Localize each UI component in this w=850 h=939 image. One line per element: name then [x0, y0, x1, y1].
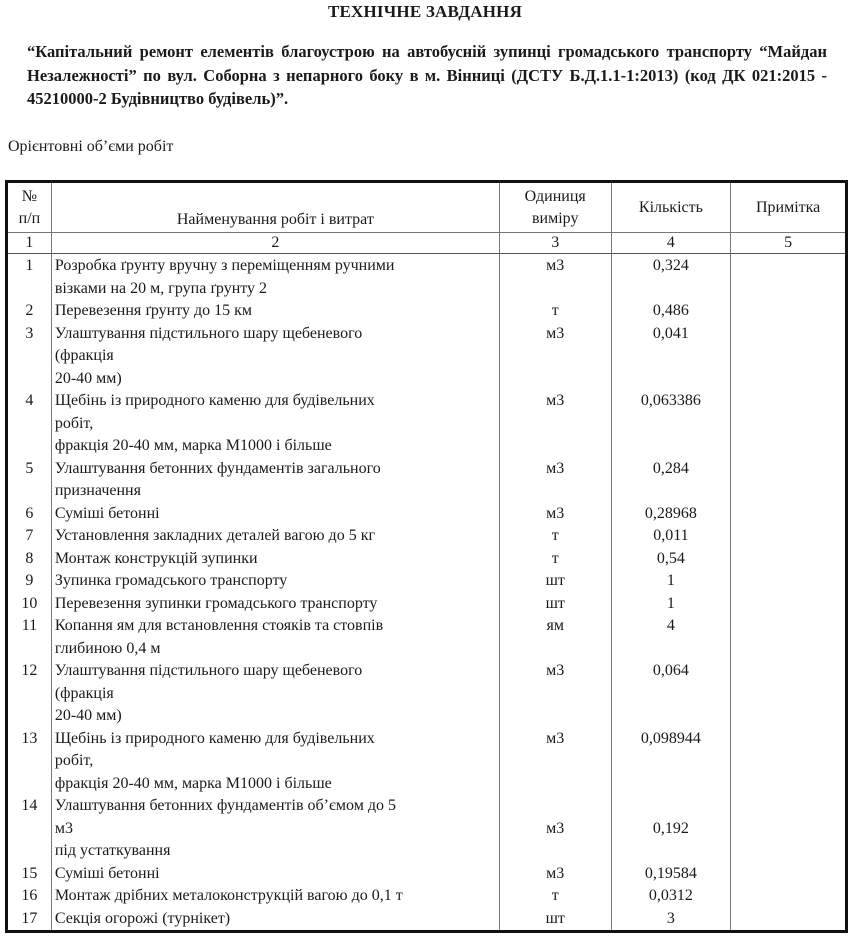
column-index: 1 [7, 233, 52, 254]
quantity: 4 [611, 615, 731, 660]
note [731, 390, 847, 458]
unit-of-measure: ям [499, 615, 611, 660]
work-name-line: Перевезення ґрунту до 15 км [54, 302, 253, 319]
row-number: 6 [7, 503, 52, 526]
work-name [51, 503, 499, 526]
work-name-line: Розробка ґрунту вручну з переміщенням ручними [54, 257, 395, 274]
table-row [7, 525, 847, 548]
work-name-line: Секція огорожі (турнікет) [54, 909, 231, 927]
quantity: 0,324 [611, 254, 731, 301]
table-row [7, 728, 847, 796]
unit-of-measure: м3 [499, 458, 611, 503]
table-row [7, 503, 847, 526]
work-name-line: Улаштування підстильного шару щебеневого [54, 324, 363, 342]
unit-of-measure: м3 [499, 863, 611, 886]
work-name [51, 323, 499, 391]
work-name [51, 548, 499, 571]
document-subject: “Капітальний ремонт елементів благоустрою на автобусній зупинці громадського транспорту “Майдан Незалежності” по вул. Соборна з непарного боку в м. Вінниці (ДСТУ Б.Д.1.1-1:2013) (код ДК 021:2015 - 45210000-2 Будівництво будівель)”. [27, 42, 827, 108]
row-number: 9 [7, 570, 52, 593]
work-name-line: Улаштування підстильного шару щебеневого [54, 662, 363, 679]
header-unit: Одиниця виміру [499, 182, 611, 233]
unit-of-measure: т [499, 548, 611, 571]
row-number: 2 [7, 300, 52, 323]
quantity: 0,0312 [611, 885, 731, 908]
work-name [51, 615, 499, 660]
note [731, 615, 847, 660]
row-number: 12 [7, 660, 52, 728]
table-row [7, 795, 847, 863]
work-name-line: робіт, [54, 414, 94, 432]
column-index: 5 [731, 233, 847, 254]
work-name-line: 20-40 мм) [54, 369, 122, 387]
quantity: 0,192 [611, 795, 731, 863]
note [731, 863, 847, 886]
table-row [7, 908, 847, 932]
note [731, 795, 847, 863]
work-name-line: Зупинка громадського транспорту [54, 572, 288, 589]
table-row [7, 593, 847, 616]
unit-of-measure: шт [499, 570, 611, 593]
unit-of-measure: т [499, 525, 611, 548]
table-row [7, 885, 847, 908]
note [731, 908, 847, 932]
note [731, 570, 847, 593]
unit-of-measure: м3 [499, 660, 611, 728]
work-name [51, 593, 499, 616]
quantity: 0,284 [611, 458, 731, 503]
work-name [51, 908, 499, 932]
work-name-line: Монтаж конструкцій зупинки [54, 549, 258, 567]
table-body [7, 254, 847, 932]
work-name-line: Монтаж дрібних металоконструкцій вагою до 0,1 т [54, 887, 403, 904]
quantity: 0,064 [611, 660, 731, 728]
row-number: 4 [7, 390, 52, 458]
work-name-line: фракція 20-40 мм, марка М1000 і більше [54, 774, 332, 792]
unit-of-measure: м3 [499, 795, 611, 863]
header-number: № п/п [7, 182, 52, 233]
work-name-line: візками на 20 м, група ґрунту 2 [54, 279, 268, 297]
row-number: 10 [7, 593, 52, 616]
work-name-line: під устаткування [54, 842, 171, 859]
row-number: 13 [7, 728, 52, 796]
work-name-line: фракція 20-40 мм, марка М1000 і більше [54, 437, 332, 454]
work-name-line: (фракція [54, 347, 114, 364]
work-name-line: Копання ям для встановлення стояків та стовпів [54, 617, 384, 634]
row-number: 7 [7, 525, 52, 548]
unit-of-measure: м3 [499, 254, 611, 301]
unit-of-measure: т [499, 300, 611, 323]
works-table [5, 180, 848, 933]
column-index: 4 [611, 233, 731, 254]
work-name-line: 20-40 мм) [54, 707, 122, 724]
table-row [7, 660, 847, 728]
work-name [51, 863, 499, 886]
quantity: 0,486 [611, 300, 731, 323]
row-number: 15 [7, 863, 52, 886]
table-row [7, 323, 847, 391]
work-name [51, 885, 499, 908]
table-row [7, 863, 847, 886]
table-row [7, 390, 847, 458]
quantity: 3 [611, 908, 731, 932]
column-index-row [7, 233, 847, 254]
unit-of-measure: м3 [499, 323, 611, 391]
quantity: 0,54 [611, 548, 731, 571]
work-name-line: Щебінь із природного каменю для будівельних [54, 392, 375, 409]
work-name [51, 660, 499, 728]
work-name [51, 728, 499, 796]
section-label: Орієнтовні об’єми робіт [8, 138, 174, 155]
quantity: 1 [611, 570, 731, 593]
row-number: 16 [7, 885, 52, 908]
quantity: 0,041 [611, 323, 731, 391]
work-name-line: Суміші бетонні [54, 864, 160, 882]
row-number: 5 [7, 458, 52, 503]
table-row [7, 300, 847, 323]
column-index: 2 [51, 233, 499, 254]
note [731, 323, 847, 391]
work-name-line: м3 [54, 819, 73, 837]
unit-of-measure: м3 [499, 503, 611, 526]
unit-of-measure: м3 [499, 728, 611, 796]
note [731, 728, 847, 796]
note [731, 254, 847, 301]
work-name-line: глибиною 0,4 м [54, 639, 161, 657]
work-name-line: Щебінь із природного каменю для будівельних [54, 729, 375, 747]
table-row [7, 458, 847, 503]
note [731, 525, 847, 548]
note [731, 548, 847, 571]
work-name-line: Улаштування бетонних фундаментів об’ємом до 5 [54, 797, 396, 814]
document-title: ТЕХНІЧНЕ ЗАВДАННЯ [327, 2, 523, 21]
note [731, 660, 847, 728]
note [731, 593, 847, 616]
work-name [51, 795, 499, 863]
note [731, 458, 847, 503]
quantity: 0,011 [611, 525, 731, 548]
work-name [51, 525, 499, 548]
work-name-line: призначення [54, 482, 141, 499]
work-name [51, 390, 499, 458]
note [731, 300, 847, 323]
work-name-line: Установлення закладних деталей вагою до 5 кг [54, 527, 376, 544]
work-name-line: Улаштування бетонних фундаментів загального [54, 459, 381, 477]
unit-of-measure: м3 [499, 390, 611, 458]
unit-of-measure: т [499, 885, 611, 908]
row-number: 8 [7, 548, 52, 571]
header-name: Найменування робіт і витрат [51, 182, 499, 233]
work-name [51, 254, 499, 301]
work-name-line: Суміші бетонні [54, 504, 160, 522]
work-name [51, 458, 499, 503]
quantity: 0,063386 [611, 390, 731, 458]
table-header-row [7, 182, 847, 233]
header-quantity: Кількість [611, 182, 731, 233]
column-index: 3 [499, 233, 611, 254]
table-row [7, 254, 847, 301]
row-number: 14 [7, 795, 52, 863]
table-row [7, 615, 847, 660]
row-number: 1 [7, 254, 52, 301]
unit-of-measure: шт [499, 593, 611, 616]
quantity: 0,28968 [611, 503, 731, 526]
work-name-line: (фракція [54, 684, 114, 702]
note [731, 885, 847, 908]
row-number: 11 [7, 615, 52, 660]
work-name [51, 570, 499, 593]
quantity: 0,098944 [611, 728, 731, 796]
table-row [7, 548, 847, 571]
quantity: 0,19584 [611, 863, 731, 886]
row-number: 17 [7, 908, 52, 932]
quantity: 1 [611, 593, 731, 616]
note [731, 503, 847, 526]
row-number: 3 [7, 323, 52, 391]
table-row [7, 570, 847, 593]
work-name-line: робіт, [54, 752, 94, 769]
work-name-line: Перевезення зупинки громадського транспорту [54, 594, 378, 612]
work-name [51, 300, 499, 323]
header-note: Примітка [731, 182, 847, 233]
unit-of-measure: шт [499, 908, 611, 932]
